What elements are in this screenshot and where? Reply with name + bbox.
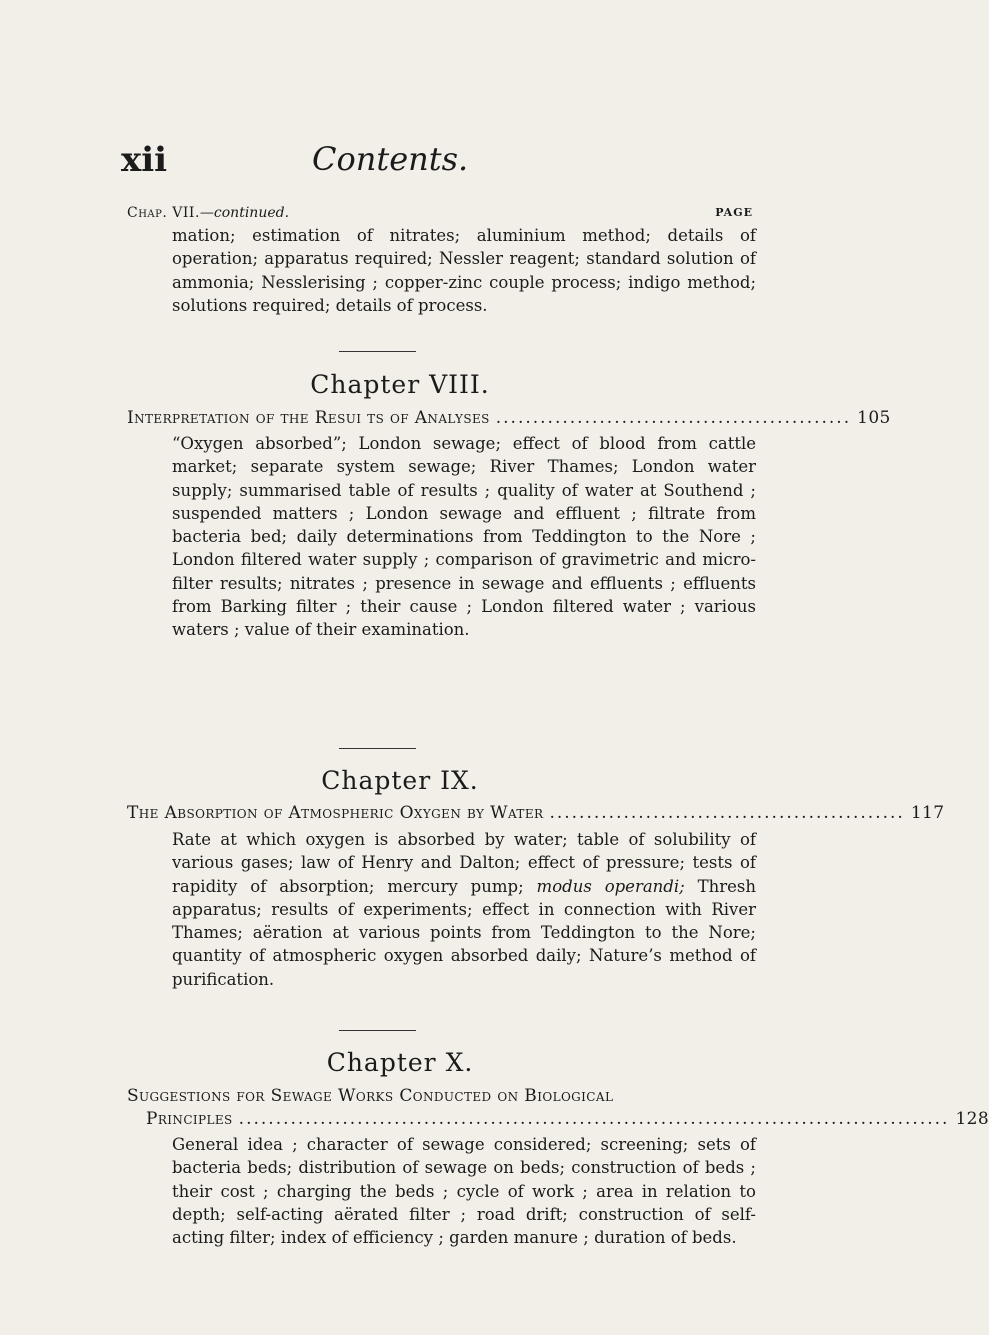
chapter-viii-title-line — [127, 408, 891, 428]
chapter-x-page: 128 — [955, 1109, 989, 1129]
section-divider — [339, 351, 416, 352]
chapter-label: Chap. VII. — [127, 205, 200, 221]
chapter-x-summary: General idea ; character of sewage considered; screening; sets of bacteria beds; distribution of sewage on beds; construction of beds ; their cost ; charging the beds ; cycle of work ; area in relation to depth; self-acting aërated filter ; road drift; construction of self-acting filter; index of efficiency ; garden manure ; duration of beds. — [172, 1135, 756, 1248]
section-divider — [339, 748, 416, 749]
page-column-label: PAGE — [715, 206, 753, 219]
chapter-ix-summary-italic: modus operandi; — [536, 876, 685, 896]
continued-label: —continued. — [199, 205, 290, 221]
dot-leader: ................................................ — [495, 408, 852, 428]
chapter-vii-continued-line — [127, 205, 753, 221]
page-number: xii — [121, 140, 168, 180]
chapter-viii-summary: “Oxygen absorbed”; London sewage; effect of blood from cattle market; separate system sewage; River Thames; London water supply; summarised table of results ; quality of water at Southend ; suspended matters ; London sewage and effluent ; filtrate from bacteria bed; daily determinations from Teddington to the Nore ; London filtered water supply ; comparison of gravimetric and micro-filter results; nitrates ; presence in sewage and effluents ; effluents from Barking filter ; their cause ; London filtered water ; various waters ; value of their examination. — [172, 434, 756, 640]
chapter-x-heading: Chapter X. — [326, 1048, 474, 1077]
chapter-x-title-cont: Principles — [146, 1109, 233, 1129]
chapter-viii-title: Interpretation of the Resui ts of Analyses — [127, 408, 490, 428]
dot-leader: ................................................................................................ — [238, 1109, 950, 1129]
running-title: Contents. — [312, 140, 469, 178]
chapter-ix-summary-part: Rate at which oxygen is absorbed by water; table of solubility of various gases; law of Henry and Dalton; effect of pressure; tests of rapidity of absorption; mercury pump; — [172, 830, 756, 896]
chapter-ix-title-line — [127, 803, 945, 823]
chapter-ix-heading: Chapter IX. — [321, 766, 479, 795]
section-divider — [339, 1030, 416, 1031]
chapter-x-title-line2 — [146, 1109, 989, 1129]
dot-leader: ................................................ — [549, 803, 905, 823]
chapter-ix-summary-part: Thresh apparatus; results of experiments; effect in connection with River Thames; aëration at various points from Teddington to the Nore; quantity of atmospheric oxygen absorbed daily; Nature’s method of purification. — [172, 876, 756, 989]
chapter-ix-page: 117 — [910, 803, 945, 823]
chapter-x-title-line1: Suggestions for Sewage Works Conducted on Biological — [127, 1086, 614, 1106]
chapter-ix-title: The Absorption of Atmospheric Oxygen by Water — [127, 803, 544, 823]
chapter-ix-summary — [172, 828, 756, 991]
chapter-viii-page: 105 — [857, 408, 891, 428]
chapter-vii-summary: mation; estimation of nitrates; aluminium method; details of operation; apparatus required; Nessler reagent; standard solution of ammonia; Nesslerising ; copper-zinc couple process; indigo method; solutions required; details of process. — [172, 226, 756, 315]
page-header — [0, 140, 800, 190]
chapter-viii-heading: Chapter VIII. — [310, 370, 490, 399]
